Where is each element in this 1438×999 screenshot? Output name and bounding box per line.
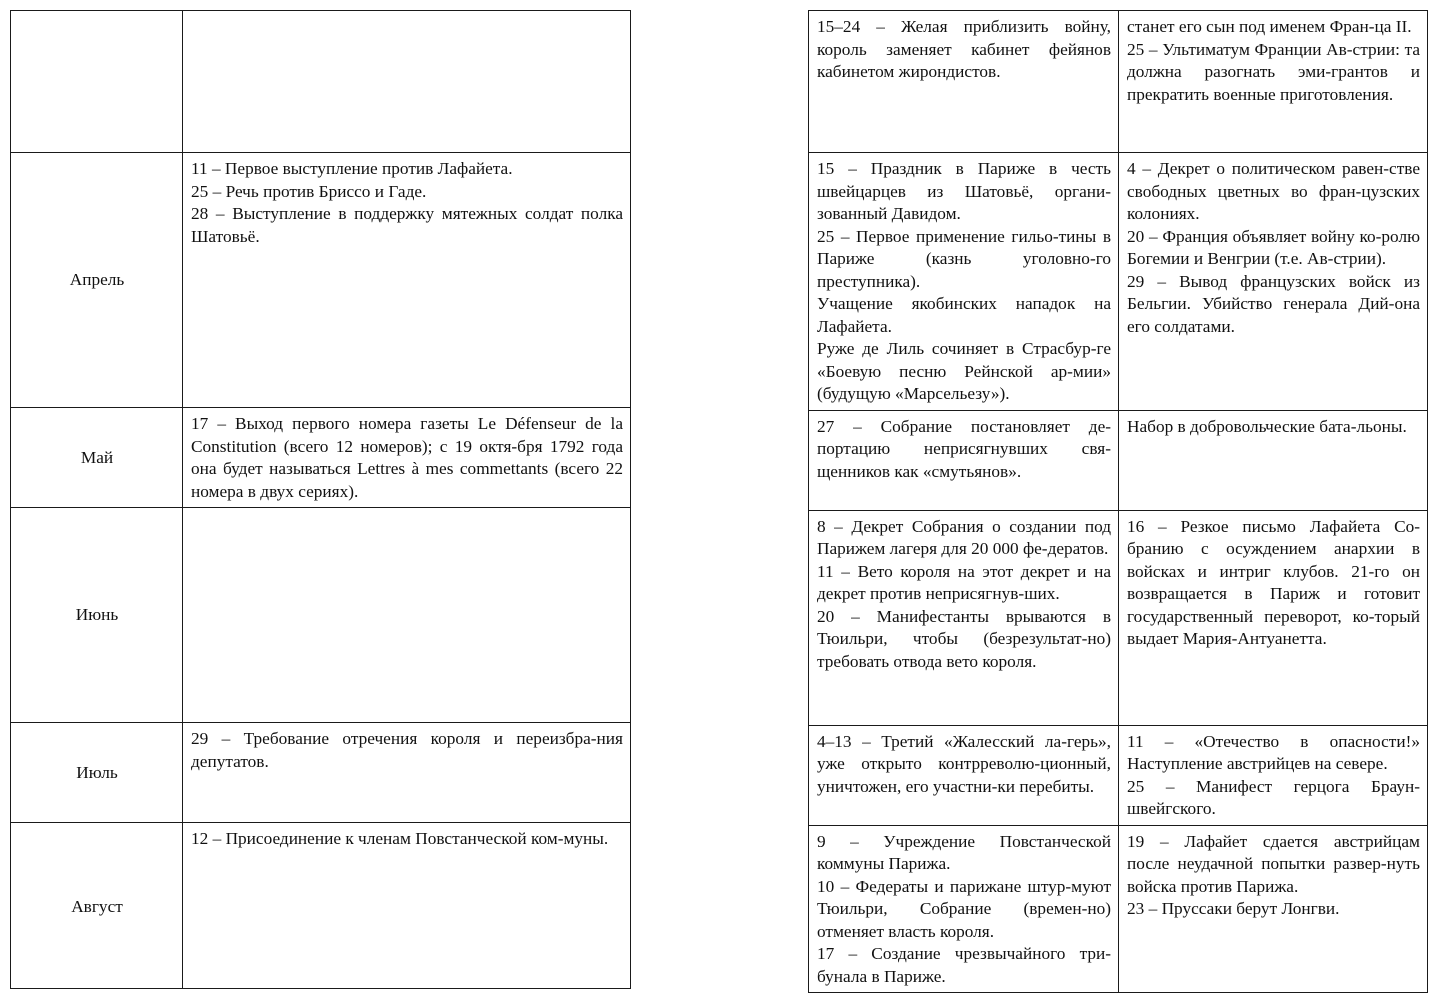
table-row: [11, 508, 631, 723]
france-events-cell: [809, 11, 1119, 153]
event-entry: 16 – Резкое письмо Лафайета Со-бранию с осуждением анархии в войсках и интриг клубов. 21-го он возвращается в Париж и готовит государственный переворот, ко-торый выдает Мария-Антуанетта.: [1127, 516, 1420, 648]
table-row: [809, 410, 1428, 510]
event-entry: 28 – Выступление в поддержку мятежных солдат полка Шатовьё.: [191, 204, 623, 246]
month-cell: Август: [11, 823, 183, 989]
events-cell: [183, 723, 631, 823]
france-events-cell: [809, 410, 1119, 510]
events-cell: [183, 11, 631, 153]
event-entry: станет его сын под именем Фран-ца II.: [1127, 17, 1412, 36]
event-entry: 17 – Создание чрезвычайного три-бунала в Париже.: [817, 944, 1111, 986]
europe-events-cell: [1119, 11, 1428, 153]
event-entry: 17 – Выход первого номера газеты Le Défenseur de la Constitution (всего 12 номеров); с 19 октя-бря 1792 года она будет называться Lettres à mes commettants (всего 22 номера в двух сериях).: [191, 414, 623, 501]
table-row: [11, 153, 631, 408]
left-page: [10, 10, 631, 989]
table-row: [809, 11, 1428, 153]
event-entry: 4 – Декрет о политическом равен-стве свободных цветных во фран-цузских колониях.: [1127, 159, 1420, 223]
event-entry: 8 – Декрет Собрания о создании под Парижем лагеря для 20 000 фе-дератов.: [817, 516, 1111, 558]
event-entry: Набор в добровольческие бата-льоны.: [1127, 416, 1407, 436]
france-events-cell: [809, 825, 1119, 993]
table-row: [11, 11, 631, 153]
right-page: [808, 10, 1428, 993]
table-row: [809, 153, 1428, 411]
france-events-cell: [809, 510, 1119, 725]
events-cell: [183, 153, 631, 408]
event-entry: 25 – Речь против Бриссо и Гаде.: [191, 181, 427, 201]
europe-events-cell: [1119, 725, 1428, 825]
table-row: [809, 510, 1428, 725]
event-entry: 25 – Манифест герцога Браун-швейгского.: [1127, 776, 1420, 818]
europe-events-cell: [1119, 410, 1428, 510]
chronology-table-left: [10, 10, 631, 989]
event-entry: 25 – Ультиматум Франции Ав-стрии: та должна разогнать эми-грантов и прекратить военные приготовления.: [1127, 39, 1420, 104]
event-entry: 15 – Праздник в Париже в честь швейцарцев из Шатовьё, органи-зованный Давидом.: [817, 159, 1111, 223]
month-cell: [11, 11, 183, 153]
europe-events-cell: [1119, 153, 1428, 411]
table-row: [809, 825, 1428, 993]
europe-events-cell: [1119, 825, 1428, 993]
event-entry: 19 – Лафайет сдается австрийцам после неудачной попытки развер-нуть войска против Парижа.: [1127, 831, 1420, 896]
event-entry: 27 – Собрание постановляет де-портацию неприсягнувших свя-щенников как «смутьянов».: [817, 416, 1111, 481]
event-entry: 12 – Присоединение к членам Повстанческой ком-муны.: [191, 829, 609, 848]
event-entry: Руже де Лиль сочиняет в Страсбур-ге «Боевую песню Рейнской ар-мии» (будущую «Марсельезу»).: [817, 339, 1111, 403]
france-events-cell: [809, 725, 1119, 825]
event-entry: 25 – Первое применение гильо-тины в Париже (казнь уголовно-го преступника).: [817, 226, 1111, 291]
events-cell: [183, 823, 631, 989]
event-entry: 20 – Франция объявляет войну ко-ролю Богемии и Венгрии (т.е. Ав-стрии).: [1127, 226, 1420, 268]
events-cell: [183, 408, 631, 508]
event-entry: Учащение якобинских нападок на Лафайета.: [817, 294, 1111, 336]
table-row: [809, 725, 1428, 825]
event-entry: 29 – Вывод французских войск из Бельгии. Убийство генерала Дий-она его солдатами.: [1127, 271, 1420, 336]
month-cell: Июль: [11, 723, 183, 823]
event-entry: 4–13 – Третий «Жалесский ла-герь», уже открыто контрреволю-ционный, уничтожен, его участни-ки перебиты.: [817, 731, 1111, 796]
events-cell: [183, 508, 631, 723]
event-entry: 11 – «Отечество в опасности!» Наступление австрийцев на севере.: [1127, 731, 1420, 773]
france-events-cell: [809, 153, 1119, 411]
event-entry: 23 – Пруссаки берут Лонгви.: [1127, 899, 1340, 918]
event-entry: 15–24 – Желая приблизить войну, король заменяет кабинет фейянов кабинетом жирондистов.: [817, 17, 1111, 81]
table-row: [11, 408, 631, 508]
month-cell: Май: [11, 408, 183, 508]
event-entry: 11 – Первое выступление против Лафайета.: [191, 159, 513, 178]
event-entry: 11 – Вето короля на этот декрет и на декрет против неприсягнув-ших.: [817, 561, 1111, 603]
month-cell: Июнь: [11, 508, 183, 723]
event-entry: 9 – Учреждение Повстанческой коммуны Парижа.: [817, 831, 1111, 873]
chronology-table-right: [808, 10, 1428, 993]
month-cell: Апрель: [11, 153, 183, 408]
table-row: [11, 823, 631, 989]
table-row: [11, 723, 631, 823]
event-entry: 29 – Требование отречения короля и переизбра-ния депутатов.: [191, 729, 623, 771]
event-entry: 20 – Манифестанты врываются в Тюильри, чтобы (безрезультат-но) требовать отвода вето короля.: [817, 606, 1111, 671]
event-entry: 10 – Федераты и парижане штур-муют Тюильри, Собрание (времен-но) отменяет власть короля.: [817, 876, 1111, 941]
europe-events-cell: [1119, 510, 1428, 725]
